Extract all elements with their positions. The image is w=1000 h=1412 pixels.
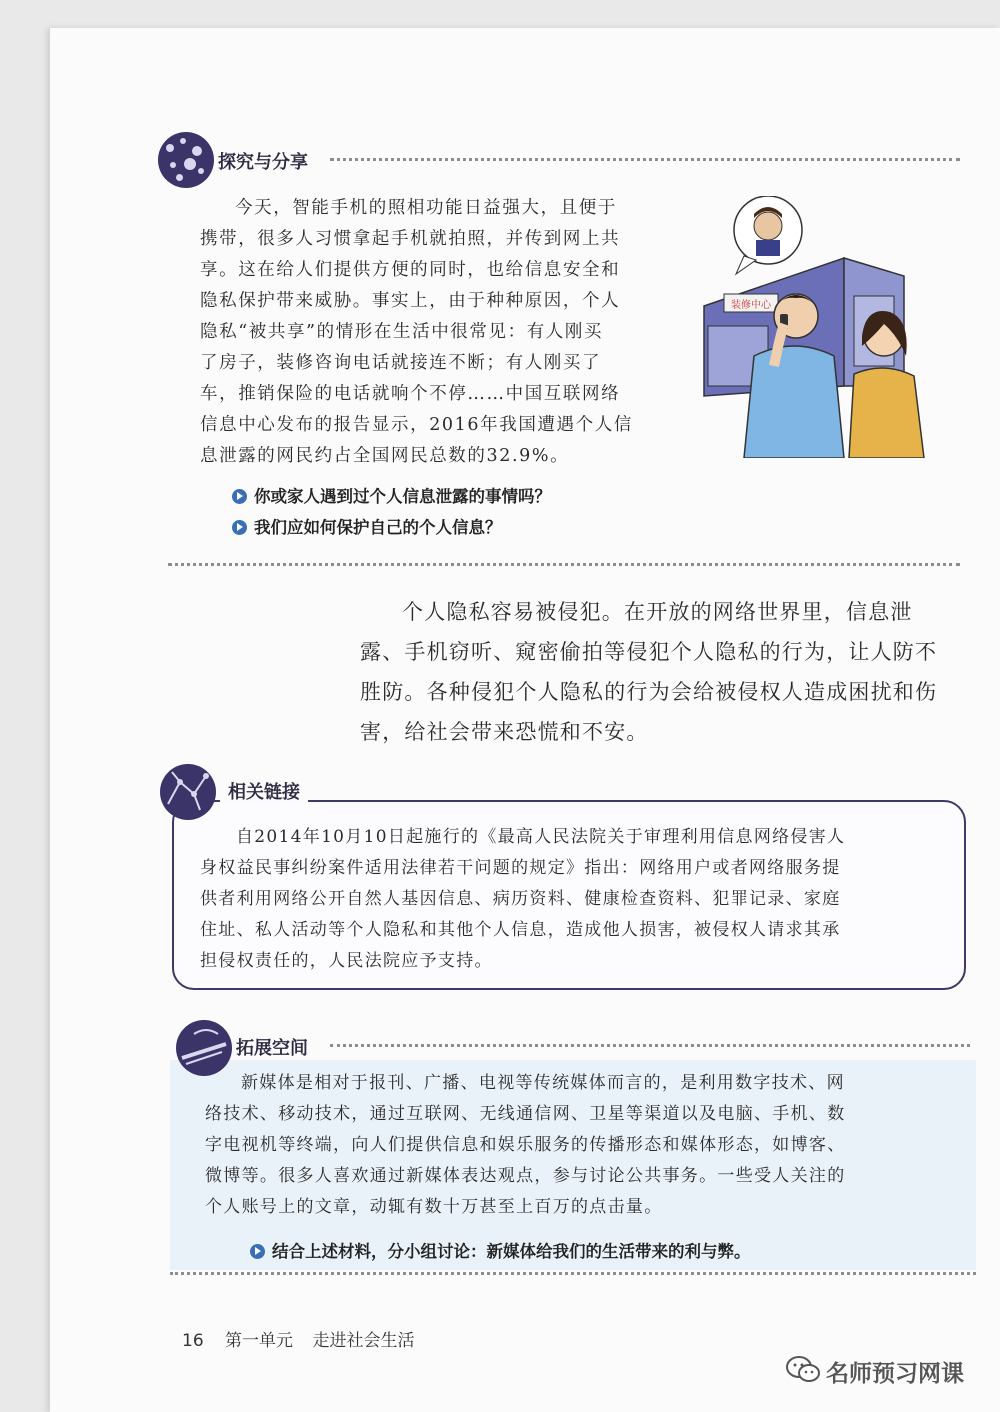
- explore-title-divider: [330, 158, 960, 161]
- page-footer: [182, 1326, 414, 1351]
- main-line: 个人隐私容易被侵犯。在开放的网络世界里，信息泄: [402, 600, 913, 624]
- related-link-icon: [160, 764, 216, 820]
- main-line: 胜防。各种侵犯个人隐私的行为会给被侵权人造成困扰和伤: [360, 680, 938, 704]
- explore-line: 享。这在给人们提供方便的同时，也给信息安全和: [200, 260, 621, 280]
- extension-line: 微博等。很多人喜欢通过新媒体表达观点，参与讨论公共事务。一些受人关注的: [205, 1166, 846, 1186]
- related-link-line: 身权益民事纠纷案件适用法律若干问题的规定》指出：网络用户或者网络服务提: [200, 858, 841, 878]
- explore-line: 车，推销保险的电话就响个不停……中国互联网络: [200, 384, 621, 404]
- explore-question: 我们应如何保护自己的个人信息？: [232, 514, 502, 538]
- explore-section-title: 探究与分享: [218, 152, 308, 173]
- illustration-sign: 装修中心: [731, 300, 771, 311]
- extension-text: [205, 1068, 949, 1223]
- explore-line: 息泄露的网民约占全国网民总数的32.9%。: [200, 446, 570, 466]
- main-paragraph: [360, 592, 960, 752]
- explore-question: 你或家人遇到过个人信息泄露的事情吗？: [232, 483, 551, 507]
- explore-line: 隐私保护带来威胁。事实上，由于种种原因，个人: [200, 291, 621, 311]
- watermark-text: 名师预习网课: [826, 1361, 964, 1387]
- arrow-bullet-icon: [232, 520, 247, 535]
- related-link-line: 自2014年10月10日起施行的《最高人民法院关于审理利用信息网络侵害人: [236, 827, 846, 847]
- extension-title: 拓展空间: [236, 1038, 308, 1059]
- extension-title-divider: [330, 1044, 970, 1047]
- extension-line: 络技术、移动技术，通过互联网、无线通信网、卫星等渠道以及电脑、手机、数: [205, 1104, 846, 1124]
- explore-line: 携带，很多人习惯拿起手机就拍照，并传到网上共: [200, 229, 621, 249]
- extension-line: 新媒体是相对于报刊、广播、电视等传统媒体而言的，是利用数字技术、网: [241, 1073, 845, 1093]
- related-link-line: 担侵权责任的，人民法院应予支持。: [200, 951, 493, 971]
- explore-section-icon: [158, 132, 214, 188]
- related-link-line: 供者利用网络公开自然人基因信息、病历资料、健康检查资料、犯罪记录、家庭: [200, 889, 841, 909]
- main-line: 害，给社会带来恐慌和不安。: [360, 720, 649, 744]
- main-line: 露、手机窃听、窥密偷拍等侵犯个人隐私的行为，让人防不: [360, 640, 938, 664]
- extension-line: 个人账号上的文章，动辄有数十万甚至上百万的点击量。: [205, 1197, 663, 1217]
- related-link-text: [200, 822, 944, 977]
- arrow-bullet-icon: [250, 1244, 265, 1259]
- explore-line: 了房子，装修咨询电话就接连不断；有人刚买了: [200, 353, 602, 373]
- unit-label: 第一单元: [225, 1331, 294, 1351]
- related-link-line: 住址、私人活动等个人隐私和其他个人信息，造成他人损害，被侵权人请求其承: [200, 920, 841, 940]
- arrow-bullet-icon: [232, 489, 247, 504]
- explore-line: 信息中心发布的报告显示，2016年我国遭遇个人信: [200, 415, 633, 435]
- phone-call-illustration: [684, 196, 960, 458]
- unit-title: 走进社会生活: [312, 1331, 415, 1351]
- explore-bottom-divider: [168, 563, 960, 566]
- related-link-title: 相关链接: [220, 778, 308, 804]
- extension-question: 结合上述材料，分小组讨论：新媒体给我们的生活带来的利与弊。: [250, 1238, 751, 1262]
- explore-paragraph: [200, 193, 672, 472]
- extension-line: 字电视机等终端，向人们提供信息和娱乐服务的传播形态和媒体形态，如博客、: [205, 1135, 846, 1155]
- explore-line: 隐私“被共享”的情形在生活中很常见：有人刚买: [200, 322, 604, 342]
- extension-bottom-divider: [170, 1272, 976, 1275]
- explore-line: 今天，智能手机的照相功能日益强大，且便于: [235, 198, 617, 218]
- page-number: 16: [182, 1331, 204, 1351]
- wechat-icon: [786, 1356, 820, 1384]
